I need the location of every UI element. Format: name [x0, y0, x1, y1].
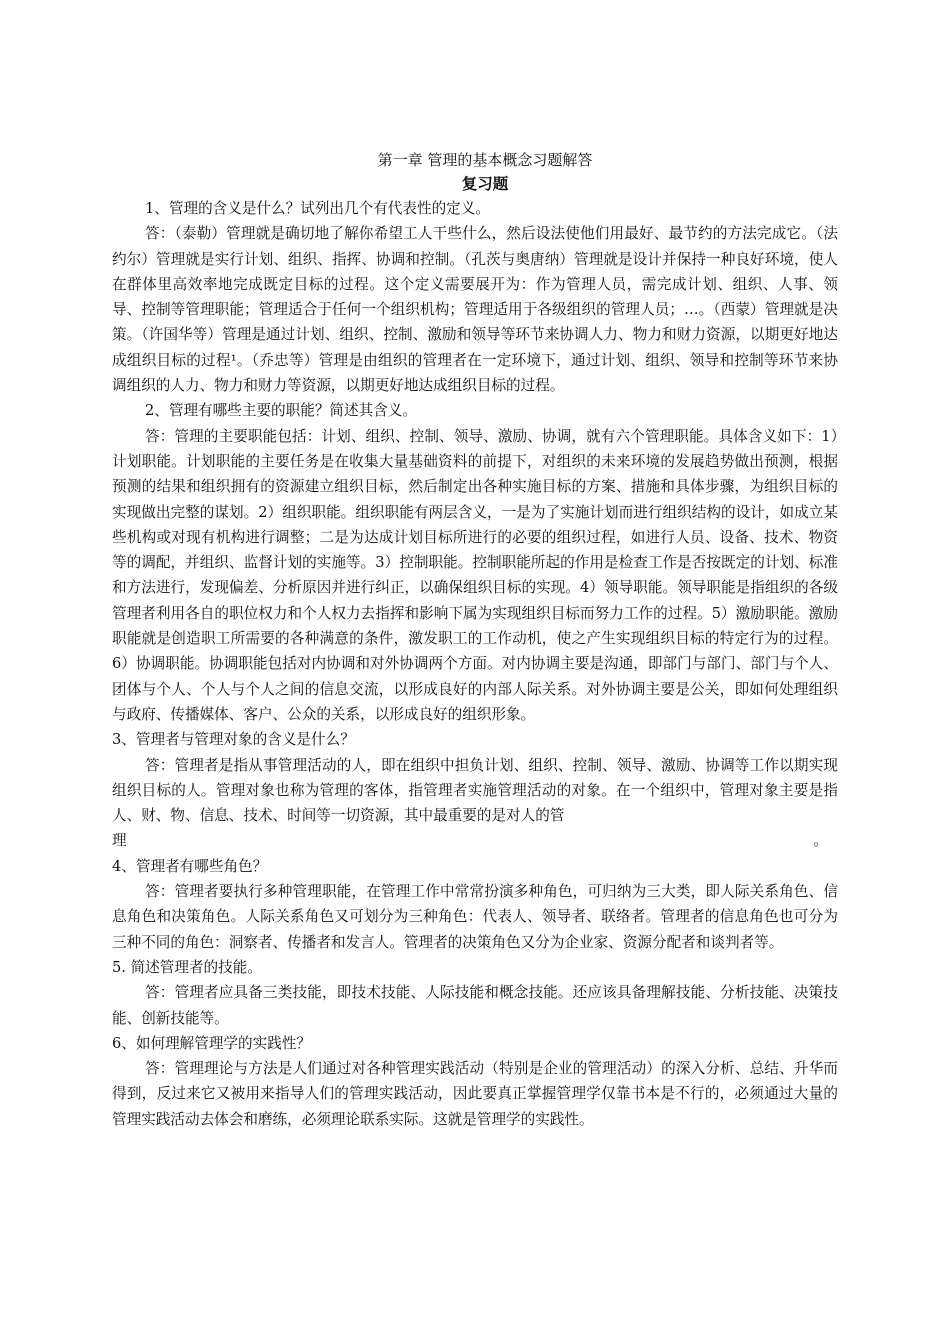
question-2: 2、管理有哪些主要的职能？简述其含义。 [145, 402, 417, 420]
section-subtitle: 复习题 [461, 174, 509, 193]
answer-3-last-line [112, 828, 838, 853]
answer-3-last-word: 理 [112, 832, 127, 850]
answer-5: 答：管理者应具备三类技能，即技术技能、人际技能和概念技能。还应该具备理解技能、分析技能、决策技能、创新技能等。 [112, 984, 838, 1027]
answer-3: 答：管理者是指从事管理活动的人，即在组织中担负计划、组织、控制、领导、激励、协调等工作以期实现组织目标的人。管理对象也称为管理的客体，指管理者实施管理活动的对象。在一个组织中，管理对象主要是指人、财、物、信息、技术、时间等一切资源，其中最重要的是对人的管 [112, 756, 838, 825]
question-4: 4、管理者有哪些角色？ [112, 857, 268, 875]
question-3: 3、管理者与管理对象的含义是什么？ [112, 731, 355, 749]
answer-3-period: 。 [813, 832, 828, 850]
document-page [112, 148, 838, 1132]
answer-1: 答：（泰勒）管理就是确切地了解你希望工人干些什么，然后设法使他们用最好、最节约的方法完成它。（法约尔）管理就是实行计划、组织、指挥、协调和控制。（孔茨与奥唐纳）管理就是设计并保持一种良好环境，使人在群体里高效率地完成既定目标的过程。这个定义需要展开为：作为管理人员，需完成计划、组织、人事、领导、控制等管理职能；管理适合于任何一个组织机构；管理适用于各级组织的管理人员；…。（西蒙）管理就是决策。（许国华等）管理是通过计划、组织、控制、激励和领导等环节来协调人力、物力和财力资源，以期更好地达成组织目标的过程¹。（乔忠等）管理是由组织的管理者在一定环境下，通过计划、组织、领导和控制等环节来协调组织的人力、物力和财力等资源，以期更好地达成组织目标的过程。 [112, 225, 838, 395]
answer-4: 答：管理者要执行多种管理职能，在管理工作中常常扮演多种角色，可归纳为三大类，即人际关系角色、信息角色和决策角色。人际关系角色又可划分为三种角色：代表人、领导者、联络者。管理者的信息角色也可分为三种不同的角色：洞察者、传播者和发言人。管理者的决策角色又分为企业家、资源分配者和谈判者等。 [112, 883, 838, 951]
chapter-title: 第一章 管理的基本概念习题解答 [377, 151, 593, 169]
answer-6: 答：管理理论与方法是人们通过对各种管理实践活动（特别是企业的管理活动）的深入分析、总结、升华而得到，反过来它又被用来指导人们的管理实践活动，因此要真正掌握管理学仅靠书本是不行的，必须通过大量的管理实践活动去体会和磨练，必须理论联系实际。这就是管理学的实践性。 [112, 1060, 838, 1128]
question-1: 1、管理的含义是什么？试列出几个有代表性的定义。 [145, 200, 490, 217]
question-5: 5. 简述管理者的技能。 [112, 958, 262, 976]
question-6: 6、如何理解管理学的实践性？ [112, 1034, 312, 1052]
answer-2: 答：管理的主要职能包括：计划、组织、控制、领导、激励、协调，就有六个管理职能。具体含义如下：1）计划职能。计划职能的主要任务是在收集大量基础资料的前提下，对组织的未来环境的发展趋势做出预测，根据预测的结果和组织拥有的资源建立组织目标，然后制定出各种实施目标的方案、措施和具体步骤，为组织目标的实现做出完整的谋划。2）组织职能。组织职能有两层含义，一是为了实施计划而进行组织结构的设计，如成立某些机构或对现有机构进行调整；二是为达成计划目标所进行的必要的组织过程，如进行人员、设备、技术、物资等的调配，并组织、监督计划的实施等。3）控制职能。控制职能所起的作用是检查工作是否按既定的计划、标准和方法进行，发现偏差、分析原因并进行纠正，以确保组织目标的实现。4）领导职能。领导职能是指组织的各级管理者利用各自的职位权力和个人权力去指挥和影响下属为实现组织目标而努力工作的过程。5）激励职能。激励职能就是创造职工所需要的各种满意的条件，激发职工的工作动机，使之产生实现组织目标的特定行为的过程。6）协调职能。协调职能包括对内协调和对外协调两个方面。对内协调主要是沟通，即部门与部门、部门与个人、团体与个人、个人与个人之间的信息交流，以形成良好的内部人际关系。对外协调主要是公关，即如何处理组织与政府、传播媒体、客户、公众的关系，以形成良好的组织形象。 [112, 427, 838, 723]
